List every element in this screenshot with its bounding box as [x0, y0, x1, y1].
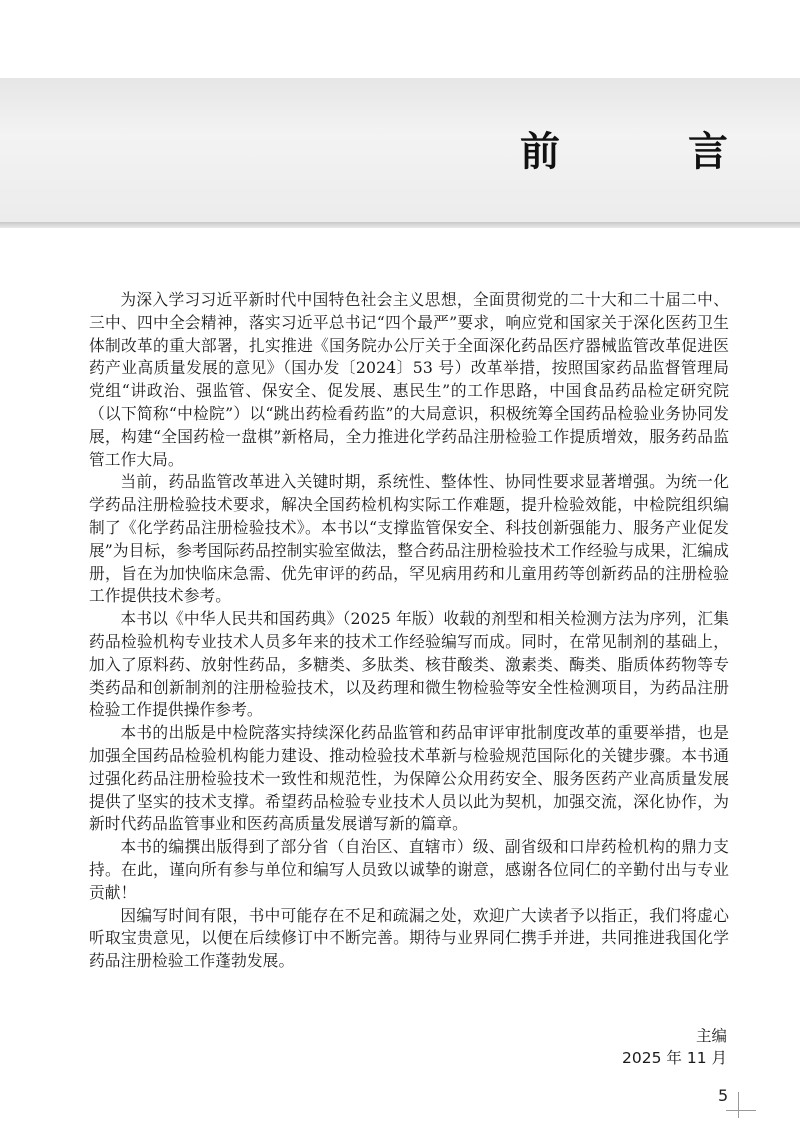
preface-paragraph-6: 因编写时间有限，书中可能存在不足和疏漏之处，欢迎广大读者予以指正，我们将虚心听取宝贵意见，以便在后续修订中不断完善。期待与业界同仁携手并进，共同推进我国化学药品注册检验工作蓬勃发展。: [89, 905, 729, 971]
preface-body: [89, 289, 729, 973]
preface-paragraph-1: 为深入学习习近平新时代中国特色社会主义思想，全面贯彻党的二十大和二十届二中、三中、四中全会精神，落实习近平总书记“四个最严”要求，响应党和国家关于深化医药卫生体制改革的重大部署，扎实推进《国务院办公厅关于全面深化药品医疗器械监管改革促进医药产业高质量发展的意见》（国办发〔2024〕53 号）改革举措，按照国家药品监督管理局党组“讲政治、强监管、保安全、促发展、惠民生”的工作思路，中国食品药品检定研究院（以下简称“中检院”）以“跳出药检看药监”的大局意识，积极统筹全国药品检验业务协同发展，构建“全国药检一盘棋”新格局，全力推进化学药品注册检验工作提质增效，服务药品监管工作大局。: [89, 290, 729, 469]
page-title: 前 言: [520, 129, 772, 175]
preface-paragraph-4: 本书的出版是中检院落实持续深化药品监管和药品审评审批制度改革的重要举措，也是加强全国药品检验机构能力建设、推动检验技术革新与检验规范国际化的关键步骤。本书通过强化药品注册检验技术一致性和规范性，为保障公众用药安全、服务医药产业高质量发展提供了坚实的技术支撑。希望药品检验专业技术人员以此为契机，加强交流，深化协作，为新时代药品监管事业和医药高质量发展谱写新的篇章。: [89, 723, 729, 834]
signature-author: 主编: [695, 1027, 727, 1045]
header-divider: [0, 222, 800, 228]
crop-mark-vertical: [738, 1092, 739, 1118]
preface-paragraph-5: 本书的编撰出版得到了部分省（自治区、直辖市）级、副省级和口岸药检机构的鼎力支持。在此，谨向所有参与单位和编写人员致以诚挚的谢意，感谢各位同仁的辛勤付出与专业贡献！: [89, 837, 729, 902]
preface-paragraph-3: 本书以《中华人民共和国药典》（2025 年版）收载的剂型和相关检测方法为序列，汇集药品检验机构专业技术人员多年来的技术工作经验编写而成。同时，在常见制剂的基础上，加入了原料药、放射性药品，多糖类、多肽类、核苷酸类、激素类、酶类、脂质体药物等专类药品和创新制剂的注册检验技术，以及药理和微生物检验等安全性检测项目，为药品注册检验工作提供操作参考。: [89, 609, 729, 720]
signature-date: 2025 年 11 月: [622, 1049, 727, 1067]
page-number: 5: [718, 1086, 729, 1105]
preface-paragraph-2: 当前，药品监管改革进入关键时期，系统性、整体性、协同性要求显著增强。为统一化学药品注册检验技术要求，解决全国药检机构实际工作难题，提升检验效能，中检院组织编制了《化学药品注册检验技术》。本书以“支撑监管保安全、科技创新强能力、服务产业促发展”为目标，参考国际药品控制实验室做法，整合药品注册检验技术工作经验与成果，汇编成册，旨在为加快临床急需、优先审评的药品，罕见病用药和儿童用药等创新药品的注册检验工作提供技术参考。: [89, 472, 729, 606]
crop-mark-horizontal: [726, 1110, 756, 1111]
